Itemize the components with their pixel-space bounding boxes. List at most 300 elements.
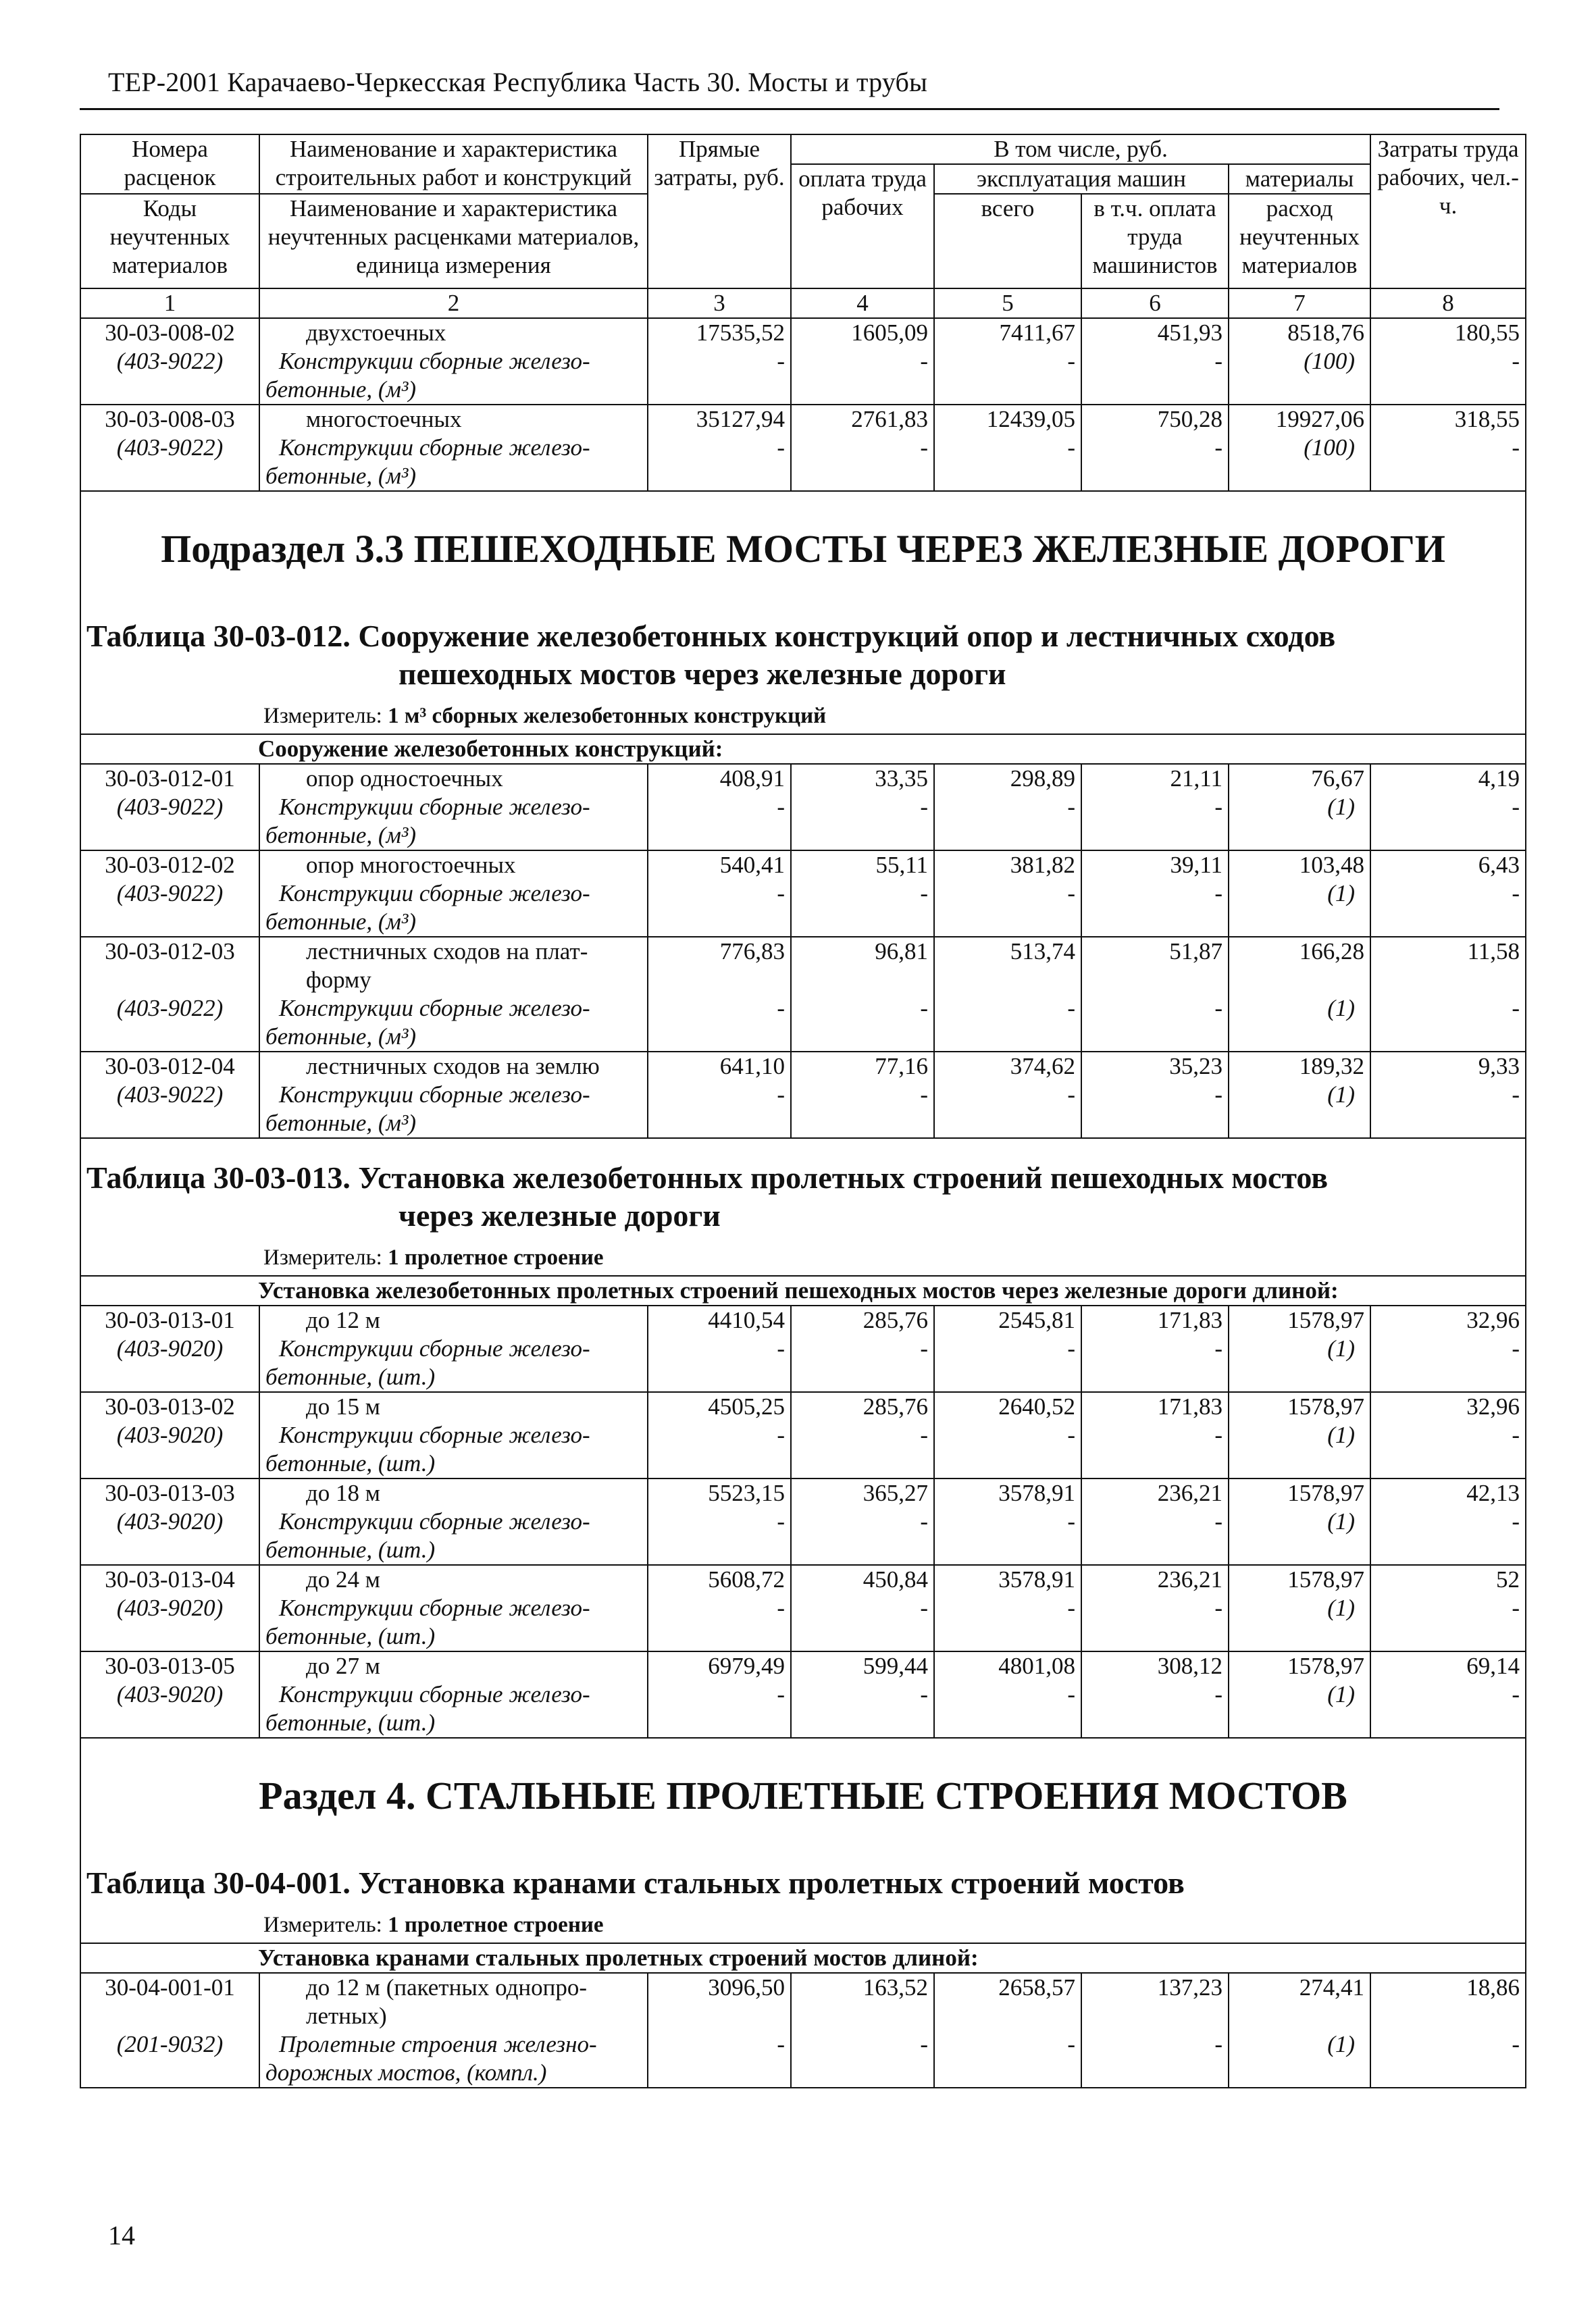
table-title <box>86 1139 1520 1235</box>
value-cell <box>934 764 1081 850</box>
value-cell <box>934 1052 1081 1138</box>
rate-value: 51,87 <box>1169 938 1222 965</box>
table-body <box>80 134 1526 2088</box>
material-value: - <box>1214 348 1222 374</box>
value-cell <box>791 1052 934 1138</box>
spacer <box>797 2002 928 2030</box>
material-value: - <box>920 794 928 820</box>
rate-value: 6,43 <box>1478 852 1520 878</box>
value-cell <box>934 318 1081 405</box>
material-value: - <box>920 880 928 906</box>
spacer <box>797 966 928 994</box>
measure-label: Измеритель: <box>263 1245 382 1270</box>
header-col6: в т.ч. оплата труда машинистов <box>1081 194 1229 288</box>
code-cell <box>80 1479 259 1565</box>
value-cell <box>1229 764 1370 850</box>
rate-value: 2640,52 <box>998 1393 1075 1420</box>
rate-value: 32,96 <box>1466 1393 1520 1420</box>
rate-value: 6979,49 <box>708 1653 785 1679</box>
table-row <box>80 1479 1526 1565</box>
rate-value: 236,21 <box>1157 1566 1222 1593</box>
measure-label: Измеритель: <box>263 1913 382 1937</box>
material-code: (403-9022) <box>116 880 224 906</box>
material-value: - <box>1067 1508 1075 1535</box>
name-cell <box>259 1306 648 1392</box>
rate-value: 318,55 <box>1454 406 1520 432</box>
material-name-line: бетонные, (м³) <box>265 908 417 935</box>
material-name-line: бетонные, (шт.) <box>265 1709 436 1736</box>
code-cell <box>80 937 259 1052</box>
measure-label: Измеритель: <box>263 704 382 728</box>
material-value: - <box>777 880 785 906</box>
material-value: - <box>1067 1681 1075 1707</box>
rate-value: 4,19 <box>1478 765 1520 792</box>
value-cell <box>648 1392 791 1479</box>
value-cell <box>648 1973 791 2088</box>
code-cell <box>80 1651 259 1738</box>
rates-table <box>80 134 1526 2088</box>
rate-value: 1578,97 <box>1287 1393 1365 1420</box>
rate-value: 9,33 <box>1478 1053 1520 1079</box>
material-value: - <box>1512 1081 1520 1108</box>
rate-value: 33,35 <box>875 765 928 792</box>
material-value: - <box>777 1681 785 1707</box>
running-head: ТЕР-2001 Карачаево-Черкесская Республика Часть 30. Мосты и трубы <box>108 67 928 97</box>
material-value: - <box>1067 1422 1075 1448</box>
spacer <box>940 2002 1075 2030</box>
material-value: - <box>777 1335 785 1362</box>
material-value: - <box>920 1422 928 1448</box>
material-value: - <box>1512 995 1520 1021</box>
material-name-line: бетонные, (шт.) <box>265 1537 436 1563</box>
rate-value: 171,83 <box>1157 1307 1222 1333</box>
rate-value: 451,93 <box>1157 319 1222 346</box>
table-row <box>80 1651 1526 1738</box>
work-name-line: опор одностоечных <box>306 765 503 792</box>
material-value: - <box>777 348 785 374</box>
material-value: - <box>777 1508 785 1535</box>
table-title-line-2: пешеходных мостов через железные дороги <box>398 657 1006 691</box>
material-value: - <box>777 1595 785 1621</box>
column-number: 3 <box>648 288 791 318</box>
material-value: - <box>777 2031 785 2057</box>
value-cell <box>1229 405 1370 491</box>
rate-value: 1578,97 <box>1287 1480 1365 1506</box>
material-name-line: бетонные, (м³) <box>265 376 417 403</box>
value-cell <box>791 850 934 937</box>
material-value: - <box>1067 1595 1075 1621</box>
work-name-line: летных) <box>306 2003 387 2029</box>
measure-value: 1 м³ сборных железобетонных конструкций <box>388 704 827 728</box>
table-row <box>80 764 1526 850</box>
value-cell <box>648 1651 791 1738</box>
rate-value: 137,23 <box>1157 1974 1222 2001</box>
rate-value: 96,81 <box>875 938 928 965</box>
value-cell <box>1081 1052 1229 1138</box>
material-value: - <box>777 1422 785 1448</box>
rate-value: 2545,81 <box>998 1307 1075 1333</box>
rate-value: 32,96 <box>1466 1307 1520 1333</box>
material-name-line: бетонные, (м³) <box>265 1110 417 1136</box>
name-cell <box>259 1392 648 1479</box>
column-number: 8 <box>1370 288 1526 318</box>
material-value: - <box>1214 794 1222 820</box>
material-value: - <box>920 434 928 461</box>
header-col2-bottom: Наименование и характеристика неучтенных расценками материалов, единица измерения <box>259 194 648 288</box>
value-cell <box>1370 1052 1526 1138</box>
material-value: - <box>1214 434 1222 461</box>
material-value: - <box>920 995 928 1021</box>
material-name-line: бетонные, (шт.) <box>265 1450 436 1476</box>
value-cell <box>791 764 934 850</box>
value-cell <box>791 318 934 405</box>
material-value: - <box>1067 1335 1075 1362</box>
material-value: - <box>777 995 785 1021</box>
material-value: (1) <box>1327 1422 1356 1448</box>
material-value: (1) <box>1327 1081 1356 1108</box>
value-cell <box>1081 1479 1229 1565</box>
section-heading-row <box>80 1138 1526 1276</box>
value-cell <box>1081 764 1229 850</box>
spacer <box>86 966 253 994</box>
material-value: - <box>1067 348 1075 374</box>
value-cell <box>791 1565 934 1651</box>
material-value: - <box>1214 1422 1222 1448</box>
material-value: - <box>1214 1081 1222 1108</box>
name-cell <box>259 937 648 1052</box>
table-title <box>86 1844 1520 1902</box>
material-value: (1) <box>1327 1595 1356 1621</box>
header-machines: эксплуатация машин <box>934 164 1229 194</box>
value-cell <box>934 1651 1081 1738</box>
material-code: (403-9020) <box>116 1681 224 1707</box>
material-name-line: Конструкции сборные железо- <box>279 995 590 1021</box>
material-value: - <box>920 1681 928 1707</box>
value-cell <box>1370 318 1526 405</box>
rate-value: 171,83 <box>1157 1393 1222 1420</box>
value-cell <box>1229 1973 1370 2088</box>
rate-code: 30-03-013-04 <box>105 1566 235 1593</box>
rate-value: 35127,94 <box>696 406 785 432</box>
material-value: - <box>1067 794 1075 820</box>
value-cell <box>1370 764 1526 850</box>
material-code: (201-9032) <box>116 2031 224 2057</box>
material-value: - <box>920 1508 928 1535</box>
value-cell <box>1370 1392 1526 1479</box>
value-cell <box>1081 405 1229 491</box>
column-number: 1 <box>80 288 259 318</box>
name-cell <box>259 1973 648 2088</box>
rate-value: 308,12 <box>1157 1653 1222 1679</box>
measure-value: 1 пролетное строение <box>388 1245 604 1270</box>
value-cell <box>791 1479 934 1565</box>
section-title: Раздел 4. СТАЛЬНЫЕ ПРОЛЕТНЫЕ СТРОЕНИЯ МОСТОВ <box>259 1774 1347 1818</box>
table-row <box>80 1565 1526 1651</box>
rate-value: 17535,52 <box>696 319 785 346</box>
material-value: - <box>1512 794 1520 820</box>
value-cell <box>648 1479 791 1565</box>
rate-value: 77,16 <box>875 1053 928 1079</box>
value-cell <box>1081 1973 1229 2088</box>
value-cell <box>648 1565 791 1651</box>
material-value: (100) <box>1304 348 1356 374</box>
rate-value: 69,14 <box>1466 1653 1520 1679</box>
material-value: - <box>1067 1081 1075 1108</box>
rate-value: 103,48 <box>1299 852 1365 878</box>
rate-value: 5523,15 <box>708 1480 785 1506</box>
material-value: - <box>1512 1335 1520 1362</box>
rate-code: 30-03-008-02 <box>105 319 235 346</box>
material-name-line: бетонные, (м³) <box>265 463 417 489</box>
rate-code: 30-04-001-01 <box>105 1974 235 2001</box>
column-number: 6 <box>1081 288 1229 318</box>
value-cell <box>1229 318 1370 405</box>
rate-value: 166,28 <box>1299 938 1365 965</box>
material-name-line: бетонные, (шт.) <box>265 1623 436 1649</box>
material-name-line: Пролетные строения железно- <box>279 2031 597 2057</box>
rate-value: 4410,54 <box>708 1307 785 1333</box>
table-row <box>80 850 1526 937</box>
value-cell <box>934 850 1081 937</box>
rate-value: 163,52 <box>863 1974 928 2001</box>
rate-value: 408,91 <box>719 765 785 792</box>
material-value: - <box>1512 1508 1520 1535</box>
material-value: - <box>1214 1681 1222 1707</box>
rate-value: 3096,50 <box>708 1974 785 2001</box>
group-label: Сооружение железобетонных конструкций: <box>80 734 1526 764</box>
value-cell <box>1229 937 1370 1052</box>
material-code: (403-9020) <box>116 1335 224 1362</box>
material-value: - <box>1512 434 1520 461</box>
material-value: - <box>1067 995 1075 1021</box>
work-name-line: опор многостоечных <box>306 852 516 878</box>
value-cell <box>1081 1392 1229 1479</box>
rate-value: 76,67 <box>1311 765 1365 792</box>
material-value: (1) <box>1327 995 1356 1021</box>
rate-value: 7411,67 <box>999 319 1075 346</box>
value-cell <box>1081 1565 1229 1651</box>
rate-value: 381,82 <box>1010 852 1075 878</box>
name-cell <box>259 764 648 850</box>
material-value: (100) <box>1304 434 1356 461</box>
value-cell <box>648 764 791 850</box>
material-name-line: Конструкции сборные железо- <box>279 434 590 461</box>
value-cell <box>1229 1565 1370 1651</box>
material-value: - <box>1512 348 1520 374</box>
rate-code: 30-03-013-05 <box>105 1653 235 1679</box>
work-name-line: форму <box>306 967 371 993</box>
value-cell <box>648 937 791 1052</box>
material-code: (403-9022) <box>116 995 224 1021</box>
rate-value: 776,83 <box>719 938 785 965</box>
rate-value: 285,76 <box>863 1393 928 1420</box>
measure-value: 1 пролетное строение <box>388 1913 604 1937</box>
material-name-line: бетонные, (шт.) <box>265 1364 436 1390</box>
material-value: - <box>920 1595 928 1621</box>
material-name-line: Конструкции сборные железо- <box>279 1508 590 1535</box>
material-value: - <box>1214 1508 1222 1535</box>
material-name-line: Конструкции сборные железо- <box>279 1595 590 1621</box>
value-cell <box>1081 1306 1229 1392</box>
header-col2-top: Наименование и характеристика строительных работ и конструкций <box>259 134 648 194</box>
code-cell <box>80 405 259 491</box>
material-name-line: бетонные, (м³) <box>265 822 417 848</box>
value-cell <box>934 937 1081 1052</box>
value-cell <box>1229 1392 1370 1479</box>
code-cell <box>80 1565 259 1651</box>
value-cell <box>791 1392 934 1479</box>
table-row <box>80 937 1526 1052</box>
material-value: (1) <box>1327 2031 1356 2057</box>
rate-value: 1578,97 <box>1287 1653 1365 1679</box>
value-cell <box>934 1306 1081 1392</box>
work-name-line: до 24 м <box>306 1566 380 1593</box>
value-cell <box>648 850 791 937</box>
name-cell <box>259 405 648 491</box>
work-name-line: до 15 м <box>306 1393 380 1420</box>
material-code: (403-9022) <box>116 794 224 820</box>
table-title <box>86 597 1520 693</box>
value-cell <box>1370 850 1526 937</box>
measure-line <box>86 1235 1520 1275</box>
rate-value: 285,76 <box>863 1307 928 1333</box>
rate-value: 8518,76 <box>1287 319 1365 346</box>
rate-value: 21,11 <box>1170 765 1222 792</box>
value-cell <box>934 405 1081 491</box>
work-name-line: лестничных сходов на плат- <box>306 938 588 965</box>
value-cell <box>934 1565 1081 1651</box>
header-col7: расход неучтенных материалов <box>1229 194 1370 288</box>
material-value: - <box>920 2031 928 2057</box>
material-name-line: Конструкции сборные железо- <box>279 1681 590 1707</box>
spacer <box>654 2002 785 2030</box>
header-col3: Прямые затраты, руб. <box>648 134 791 288</box>
rate-value: 450,84 <box>863 1566 928 1593</box>
rate-value: 513,74 <box>1010 938 1075 965</box>
rate-value: 1578,97 <box>1287 1307 1365 1333</box>
value-cell <box>1370 1565 1526 1651</box>
table-row <box>80 318 1526 405</box>
value-cell <box>1370 1973 1526 2088</box>
material-value: - <box>777 794 785 820</box>
rate-value: 540,41 <box>719 852 785 878</box>
rate-value: 42,13 <box>1466 1480 1520 1506</box>
rate-value: 55,11 <box>875 852 928 878</box>
material-name-line: бетонные, (м³) <box>265 1023 417 1050</box>
material-value: - <box>1214 1335 1222 1362</box>
value-cell <box>1081 1651 1229 1738</box>
material-name-line: Конструкции сборные железо- <box>279 1422 590 1448</box>
rate-value: 1605,09 <box>851 319 928 346</box>
header-col1-top: Номера расценок <box>80 134 259 194</box>
material-value: - <box>1512 1681 1520 1707</box>
rate-value: 35,23 <box>1169 1053 1222 1079</box>
table-title-line-2: через железные дороги <box>398 1198 721 1233</box>
code-cell <box>80 1392 259 1479</box>
measure-line <box>86 1902 1520 1943</box>
section-heading-cell <box>80 491 1526 734</box>
rate-value: 39,11 <box>1170 852 1222 878</box>
value-cell <box>1081 937 1229 1052</box>
material-value: - <box>1214 1595 1222 1621</box>
material-code: (403-9020) <box>116 1422 224 1448</box>
material-value: - <box>1214 995 1222 1021</box>
material-value: - <box>1512 1595 1520 1621</box>
header-col4: оплата труда рабочих <box>791 164 934 288</box>
material-code: (403-9020) <box>116 1595 224 1621</box>
rate-value: 365,27 <box>863 1480 928 1506</box>
value-cell <box>934 1479 1081 1565</box>
rate-code: 30-03-012-02 <box>105 852 235 878</box>
material-value: (1) <box>1327 880 1356 906</box>
material-value: - <box>920 1081 928 1108</box>
header-group: В том числе, руб. <box>791 134 1370 164</box>
group-label: Установка железобетонных пролетных строений пешеходных мостов через железные дороги длиной: <box>80 1276 1526 1306</box>
section-heading-cell <box>80 1138 1526 1276</box>
code-cell <box>80 318 259 405</box>
value-cell <box>1370 937 1526 1052</box>
column-number: 5 <box>934 288 1081 318</box>
rate-value: 189,32 <box>1299 1053 1365 1079</box>
value-cell <box>791 1306 934 1392</box>
work-name-line: многостоечных <box>306 406 462 432</box>
material-value: - <box>777 434 785 461</box>
work-name-line: до 12 м (пакетных однопро- <box>306 1974 588 2001</box>
code-cell <box>80 850 259 937</box>
name-cell <box>259 1052 648 1138</box>
material-name-line: Конструкции сборные железо- <box>279 348 590 374</box>
work-name-line: до 12 м <box>306 1307 380 1333</box>
value-cell <box>1081 318 1229 405</box>
rate-value: 236,21 <box>1157 1480 1222 1506</box>
spacer <box>1235 966 1364 994</box>
value-cell <box>791 937 934 1052</box>
value-cell <box>648 318 791 405</box>
group-row <box>80 1943 1526 1973</box>
spacer <box>86 2002 253 2030</box>
code-cell <box>80 1052 259 1138</box>
table-row <box>80 405 1526 491</box>
name-cell <box>259 1479 648 1565</box>
spacer <box>1235 2002 1364 2030</box>
spacer <box>654 966 785 994</box>
work-name-line: до 27 м <box>306 1653 380 1679</box>
rate-value: 180,55 <box>1454 319 1520 346</box>
value-cell <box>1081 850 1229 937</box>
value-cell <box>1370 405 1526 491</box>
material-value: - <box>1214 880 1222 906</box>
table-row <box>80 1306 1526 1392</box>
material-value: (1) <box>1327 1681 1356 1707</box>
rate-value: 4801,08 <box>998 1653 1075 1679</box>
material-value: - <box>1512 880 1520 906</box>
page-number: 14 <box>108 2220 135 2251</box>
value-cell <box>648 1052 791 1138</box>
column-number: 7 <box>1229 288 1370 318</box>
rate-value: 52 <box>1496 1566 1520 1593</box>
section-heading-cell <box>80 1738 1526 1943</box>
material-value: - <box>920 1335 928 1362</box>
header-col1-bottom: Коды неучтенных материалов <box>80 194 259 288</box>
value-cell <box>1229 850 1370 937</box>
header-col5: всего <box>934 194 1081 288</box>
spacer <box>1376 966 1520 994</box>
rate-value: 298,89 <box>1010 765 1075 792</box>
header-col8: Затраты труда рабочих, чел.-ч. <box>1370 134 1526 288</box>
value-cell <box>1370 1651 1526 1738</box>
value-cell <box>648 405 791 491</box>
table-row <box>80 1052 1526 1138</box>
